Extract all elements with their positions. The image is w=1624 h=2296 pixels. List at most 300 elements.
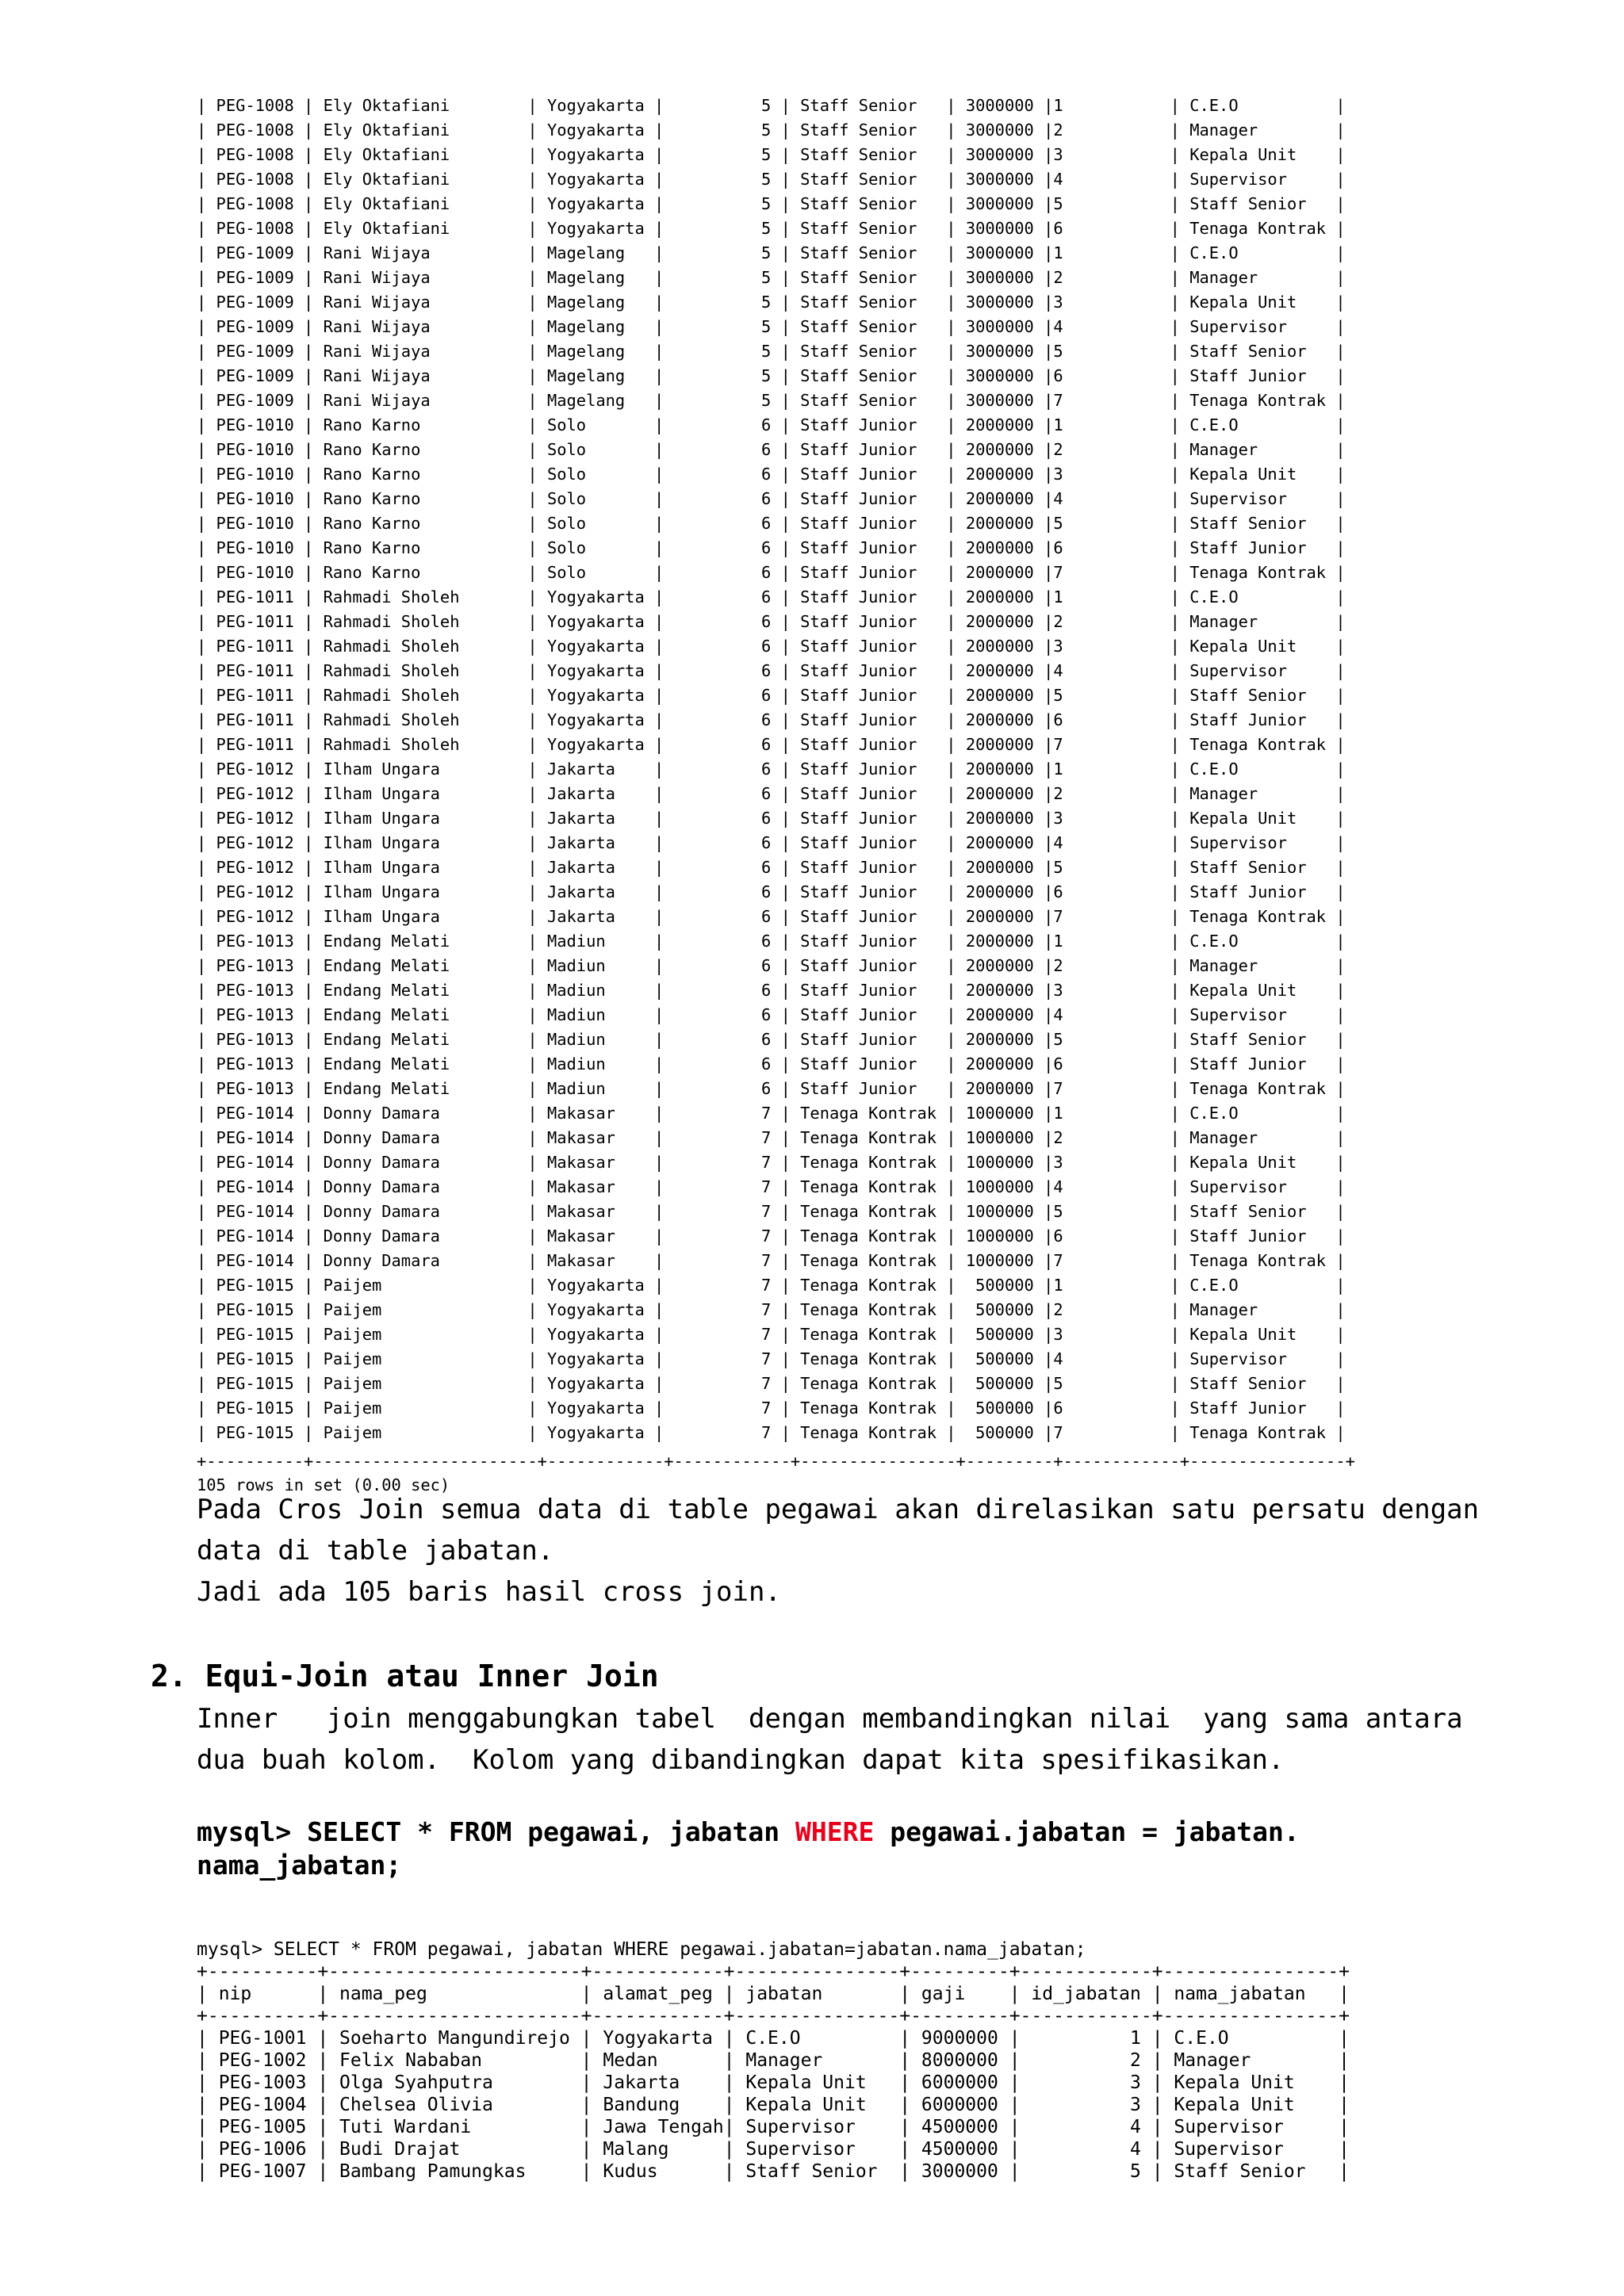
cell-nama-peg: | Donny Damara — [304, 1177, 528, 1196]
cell-id-jabatan: |6 — [1044, 219, 1170, 238]
cell-id-jabatan: |5 — [1044, 858, 1170, 877]
cell-gaji: | 3000000 — [946, 268, 1044, 287]
cell-id-gol: | 6 — [654, 858, 781, 877]
cell-id-jabatan: |1 — [1044, 760, 1170, 779]
inner-join-prompt: mysql> SELECT * FROM pegawai, jabatan WHERE pegawai.jabatan=jabatan.nama_jabatan; — [197, 1939, 1086, 1960]
cell-gaji: | 2000000 — [946, 932, 1044, 951]
cell-nip: | PEG-1010 — [197, 489, 304, 508]
cell-nama-jabatan: | Manager | — [1170, 956, 1346, 975]
cell-id-jabatan: |4 — [1044, 317, 1170, 336]
cell-jabatan: | Tenaga Kontrak — [780, 1300, 947, 1319]
cell-id-jabatan: |6 — [1044, 1054, 1170, 1073]
cell-nip: | PEG-1012 — [197, 833, 304, 852]
inner-join-row: | PEG-1003 | Olga Syahputra | Jakarta | Kepala Unit | 6000000 | 3 | Kepala Unit | — [197, 2072, 1350, 2093]
cell-gaji: | 500000 — [946, 1349, 1044, 1368]
cell-jabatan: | Staff Junior — [780, 710, 947, 729]
cell-id-jabatan: |7 — [1044, 391, 1170, 410]
cell-id-jabatan: |5 — [1044, 194, 1170, 213]
cell-alamat-peg: | Yogyakarta — [527, 1399, 654, 1418]
cell-id-jabatan: |4 — [1044, 1349, 1170, 1368]
cross-join-row — [197, 708, 1346, 733]
cell-nip: | PEG-1015 — [197, 1300, 304, 1319]
cell-gaji: | 3000000 — [946, 293, 1044, 312]
cell-gaji: | 500000 — [946, 1423, 1044, 1442]
cross-join-row — [197, 1150, 1346, 1175]
cell-jabatan: | Staff Junior — [780, 637, 947, 656]
cell-alamat-peg: | Jakarta — [527, 858, 654, 877]
cell-nama-jabatan: | Tenaga Kontrak | — [1170, 1079, 1346, 1098]
cell-jabatan: | Staff Junior — [780, 489, 947, 508]
cell-nama-peg: | Rano Karno — [304, 440, 528, 459]
cell-id-jabatan: |7 — [1044, 1251, 1170, 1270]
cell-id-jabatan: |4 — [1044, 661, 1170, 680]
cell-gaji: | 2000000 — [946, 563, 1044, 582]
cell-nama-jabatan: | Supervisor | — [1170, 317, 1346, 336]
sql-where-keyword: WHERE — [795, 1816, 875, 1847]
cell-nip: | PEG-1012 — [197, 858, 304, 877]
inner-join-sql-command — [197, 1816, 1300, 1882]
cell-nama-jabatan: | Staff Senior | — [1170, 342, 1346, 361]
cross-join-row-count: 105 rows in set (0.00 sec) — [197, 1475, 450, 1494]
cross-join-row — [197, 511, 1346, 536]
cell-jabatan: | Staff Senior — [780, 317, 947, 336]
cell-gaji: | 3000000 — [946, 96, 1044, 115]
cell-nip: | PEG-1010 — [197, 514, 304, 533]
cell-nama-jabatan: | Supervisor | — [1170, 1177, 1346, 1196]
cell-jabatan: | Tenaga Kontrak — [780, 1177, 947, 1196]
cell-jabatan: | Staff Junior — [780, 932, 947, 951]
cell-nama-jabatan: | Staff Junior | — [1170, 710, 1346, 729]
cell-nama-peg: | Donny Damara — [304, 1251, 528, 1270]
cell-nama-jabatan: | Kepala Unit | — [1170, 1325, 1346, 1344]
cell-id-gol: | 6 — [654, 612, 781, 631]
cross-join-row — [197, 266, 1346, 290]
cross-join-row — [197, 1421, 1346, 1445]
cell-nama-jabatan: | Staff Senior | — [1170, 686, 1346, 705]
cross-join-row — [197, 438, 1346, 462]
cell-nama-jabatan: | Staff Junior | — [1170, 1226, 1346, 1246]
cell-alamat-peg: | Makasar — [527, 1202, 654, 1221]
cross-join-row — [197, 315, 1346, 339]
cell-nama-peg: | Endang Melati — [304, 932, 528, 951]
cell-gaji: | 2000000 — [946, 489, 1044, 508]
cell-nama-peg: | Rahmadi Sholeh — [304, 637, 528, 656]
cell-alamat-peg: | Magelang — [527, 268, 654, 287]
cell-jabatan: | Staff Junior — [780, 784, 947, 803]
cell-gaji: | 1000000 — [946, 1226, 1044, 1246]
cell-nama-jabatan: | Supervisor | — [1170, 661, 1346, 680]
cell-id-gol: | 7 — [654, 1251, 781, 1270]
cell-nama-peg: | Paijem — [304, 1399, 528, 1418]
cell-alamat-peg: | Yogyakarta — [527, 1276, 654, 1295]
cell-alamat-peg: | Yogyakarta — [527, 612, 654, 631]
cell-gaji: | 3000000 — [946, 317, 1044, 336]
cell-nama-jabatan: | Staff Senior | — [1170, 1030, 1346, 1049]
cell-id-jabatan: |6 — [1044, 1226, 1170, 1246]
cell-nip: | PEG-1013 — [197, 1005, 304, 1024]
cell-jabatan: | Staff Junior — [780, 514, 947, 533]
cell-nama-peg: | Endang Melati — [304, 956, 528, 975]
cell-jabatan: | Staff Senior — [780, 145, 947, 164]
cell-alamat-peg: | Jakarta — [527, 760, 654, 779]
cell-nama-jabatan: | Manager | — [1170, 440, 1346, 459]
cell-jabatan: | Staff Senior — [780, 96, 947, 115]
cell-nama-jabatan: | Manager | — [1170, 121, 1346, 140]
cell-nip: | PEG-1010 — [197, 415, 304, 434]
cross-join-row — [197, 413, 1346, 438]
cell-id-gol: | 5 — [654, 96, 781, 115]
cell-alamat-peg: | Yogyakarta — [527, 1423, 654, 1442]
cross-join-row — [197, 561, 1346, 585]
cross-join-result-table — [197, 94, 1346, 1445]
cell-id-gol: | 6 — [654, 514, 781, 533]
cell-nama-jabatan: | Staff Junior | — [1170, 366, 1346, 385]
cross-join-row — [197, 388, 1346, 413]
cell-id-jabatan: |7 — [1044, 1079, 1170, 1098]
cell-nip: | PEG-1015 — [197, 1399, 304, 1418]
cell-gaji: | 2000000 — [946, 956, 1044, 975]
cell-nama-jabatan: | Supervisor | — [1170, 170, 1346, 189]
cell-nama-jabatan: | Supervisor | — [1170, 489, 1346, 508]
cell-id-jabatan: |3 — [1044, 1325, 1170, 1344]
inner-join-row: | PEG-1007 | Bambang Pamungkas | Kudus | Staff Senior | 3000000 | 5 | Staff Senior | — [197, 2161, 1350, 2182]
cell-id-jabatan: |7 — [1044, 735, 1170, 754]
cell-jabatan: | Tenaga Kontrak — [780, 1226, 947, 1246]
cell-nama-jabatan: | Supervisor | — [1170, 833, 1346, 852]
cell-id-gol: | 7 — [654, 1104, 781, 1123]
cell-alamat-peg: | Yogyakarta — [527, 1374, 654, 1393]
cell-nama-peg: | Donny Damara — [304, 1104, 528, 1123]
inner-join-border-mid: +----------+-----------------------+------------+---------------+---------+------------+----------------+ — [197, 2006, 1350, 2026]
cell-gaji: | 3000000 — [946, 366, 1044, 385]
cell-nama-peg: | Rani Wijaya — [304, 243, 528, 262]
cell-nama-peg: | Rano Karno — [304, 415, 528, 434]
cell-alamat-peg: | Jakarta — [527, 784, 654, 803]
cell-nip: | PEG-1014 — [197, 1153, 304, 1172]
cell-gaji: | 2000000 — [946, 1030, 1044, 1049]
cell-id-jabatan: |4 — [1044, 833, 1170, 852]
cell-gaji: | 3000000 — [946, 342, 1044, 361]
cell-jabatan: | Staff Junior — [780, 735, 947, 754]
cell-nip: | PEG-1014 — [197, 1251, 304, 1270]
cell-alamat-peg: | Madiun — [527, 1030, 654, 1049]
cell-alamat-peg: | Solo — [527, 465, 654, 484]
cell-jabatan: | Staff Junior — [780, 612, 947, 631]
cell-gaji: | 3000000 — [946, 194, 1044, 213]
cross-join-row — [197, 782, 1346, 806]
cell-gaji: | 2000000 — [946, 587, 1044, 607]
cell-id-jabatan: |7 — [1044, 563, 1170, 582]
cell-id-gol: | 7 — [654, 1325, 781, 1344]
cell-jabatan: | Staff Junior — [780, 465, 947, 484]
cell-gaji: | 500000 — [946, 1399, 1044, 1418]
cell-nip: | PEG-1009 — [197, 293, 304, 312]
inner-join-desc-line-2: dua buah kolom. Kolom yang dibandingkan dapat kita spesifikasikan. — [197, 1744, 1285, 1776]
cell-alamat-peg: | Solo — [527, 440, 654, 459]
cell-jabatan: | Staff Senior — [780, 268, 947, 287]
cross-join-row — [197, 143, 1346, 167]
cell-nama-jabatan: | C.E.O | — [1170, 1104, 1346, 1123]
cell-id-gol: | 6 — [654, 563, 781, 582]
cell-nama-jabatan: | Tenaga Kontrak | — [1170, 1423, 1346, 1442]
cell-id-gol: | 6 — [654, 415, 781, 434]
cell-id-gol: | 7 — [654, 1226, 781, 1246]
cell-nip: | PEG-1015 — [197, 1374, 304, 1393]
cross-join-row — [197, 1200, 1346, 1224]
cell-id-jabatan: |5 — [1044, 686, 1170, 705]
cell-jabatan: | Staff Senior — [780, 293, 947, 312]
cell-id-gol: | 6 — [654, 1079, 781, 1098]
cell-jabatan: | Tenaga Kontrak — [780, 1276, 947, 1295]
cell-nama-jabatan: | Manager | — [1170, 784, 1346, 803]
cross-join-row — [197, 1027, 1346, 1052]
cell-id-gol: | 6 — [654, 489, 781, 508]
cell-nama-peg: | Rani Wijaya — [304, 317, 528, 336]
inner-join-header: | nip | nama_peg | alamat_peg | jabatan | gaji | id_jabatan | nama_jabatan | — [197, 1984, 1350, 2004]
cell-nama-jabatan: | Tenaga Kontrak | — [1170, 219, 1346, 238]
cell-alamat-peg: | Yogyakarta — [527, 710, 654, 729]
cross-join-row — [197, 855, 1346, 880]
cell-alamat-peg: | Magelang — [527, 391, 654, 410]
cell-alamat-peg: | Makasar — [527, 1177, 654, 1196]
cell-nama-jabatan: | Manager | — [1170, 1300, 1346, 1319]
cell-nama-jabatan: | Tenaga Kontrak | — [1170, 563, 1346, 582]
cell-alamat-peg: | Makasar — [527, 1251, 654, 1270]
cell-nama-jabatan: | C.E.O | — [1170, 760, 1346, 779]
cross-join-row — [197, 1249, 1346, 1273]
cell-gaji: | 2000000 — [946, 784, 1044, 803]
cell-id-jabatan: |2 — [1044, 612, 1170, 631]
cell-nip: | PEG-1009 — [197, 268, 304, 287]
cell-jabatan: | Staff Junior — [780, 661, 947, 680]
cell-gaji: | 2000000 — [946, 710, 1044, 729]
cell-gaji: | 500000 — [946, 1325, 1044, 1344]
cell-jabatan: | Tenaga Kontrak — [780, 1128, 947, 1147]
cell-id-gol: | 7 — [654, 1349, 781, 1368]
sql-cmd-line-2: nama_jabatan; — [197, 1850, 402, 1881]
cross-join-row — [197, 585, 1346, 610]
cross-join-row — [197, 1396, 1346, 1421]
cross-join-row — [197, 192, 1346, 216]
cross-join-row — [197, 954, 1346, 978]
cross-join-row — [197, 1224, 1346, 1249]
cell-jabatan: | Tenaga Kontrak — [780, 1374, 947, 1393]
cell-alamat-peg: | Yogyakarta — [527, 170, 654, 189]
cell-nip: | PEG-1009 — [197, 342, 304, 361]
cell-nama-peg: | Paijem — [304, 1349, 528, 1368]
cell-nama-peg: | Endang Melati — [304, 981, 528, 1000]
cell-alamat-peg: | Madiun — [527, 932, 654, 951]
cross-join-row — [197, 1052, 1346, 1077]
cell-id-gol: | 6 — [654, 710, 781, 729]
cell-gaji: | 2000000 — [946, 858, 1044, 877]
cross-join-row — [197, 929, 1346, 954]
explanation-line-3: Jadi ada 105 baris hasil cross join. — [197, 1576, 781, 1608]
cell-gaji: | 3000000 — [946, 170, 1044, 189]
cross-join-row — [197, 167, 1346, 192]
cell-id-jabatan: |3 — [1044, 981, 1170, 1000]
cross-join-row — [197, 118, 1346, 143]
cell-nama-peg: | Donny Damara — [304, 1153, 528, 1172]
cell-id-gol: | 6 — [654, 981, 781, 1000]
cell-nama-peg: | Rani Wijaya — [304, 293, 528, 312]
cell-nama-peg: | Ely Oktafiani — [304, 121, 528, 140]
cross-join-row — [197, 462, 1346, 487]
cell-nama-jabatan: | Manager | — [1170, 268, 1346, 287]
cell-nama-peg: | Ely Oktafiani — [304, 219, 528, 238]
cell-nip: | PEG-1013 — [197, 1079, 304, 1098]
inner-join-console — [197, 1938, 1350, 2183]
cell-nip: | PEG-1015 — [197, 1349, 304, 1368]
cell-id-jabatan: |2 — [1044, 121, 1170, 140]
cross-join-row — [197, 1003, 1346, 1027]
cross-join-row — [197, 94, 1346, 118]
cross-join-row — [197, 1175, 1346, 1200]
cell-nama-jabatan: | Staff Junior | — [1170, 1054, 1346, 1073]
cell-nama-jabatan: | C.E.O | — [1170, 415, 1346, 434]
cell-alamat-peg: | Yogyakarta — [527, 735, 654, 754]
cell-id-jabatan: |4 — [1044, 1177, 1170, 1196]
cell-nama-jabatan: | Staff Senior | — [1170, 1374, 1346, 1393]
cell-id-gol: | 7 — [654, 1202, 781, 1221]
cross-join-row — [197, 487, 1346, 511]
cell-nama-peg: | Donny Damara — [304, 1202, 528, 1221]
cell-nama-jabatan: | C.E.O | — [1170, 243, 1346, 262]
cell-nama-jabatan: | Supervisor | — [1170, 1349, 1346, 1368]
cell-alamat-peg: | Yogyakarta — [527, 219, 654, 238]
cross-join-row — [197, 1372, 1346, 1396]
cell-id-gol: | 7 — [654, 1153, 781, 1172]
cell-gaji: | 500000 — [946, 1300, 1044, 1319]
cell-nip: | PEG-1009 — [197, 317, 304, 336]
cell-gaji: | 2000000 — [946, 1054, 1044, 1073]
cell-alamat-peg: | Solo — [527, 563, 654, 582]
cell-nip: | PEG-1014 — [197, 1128, 304, 1147]
cell-alamat-peg: | Magelang — [527, 342, 654, 361]
cell-jabatan: | Staff Junior — [780, 1054, 947, 1073]
cell-alamat-peg: | Yogyakarta — [527, 637, 654, 656]
cell-jabatan: | Tenaga Kontrak — [780, 1104, 947, 1123]
cell-gaji: | 500000 — [946, 1276, 1044, 1295]
cell-alamat-peg: | Yogyakarta — [527, 1349, 654, 1368]
cell-nama-jabatan: | Staff Senior | — [1170, 514, 1346, 533]
cell-id-jabatan: |3 — [1044, 809, 1170, 828]
cell-id-jabatan: |3 — [1044, 637, 1170, 656]
cell-alamat-peg: | Madiun — [527, 981, 654, 1000]
cell-jabatan: | Staff Senior — [780, 219, 947, 238]
cell-nip: | PEG-1014 — [197, 1226, 304, 1246]
cell-nama-jabatan: | Staff Senior | — [1170, 194, 1346, 213]
cell-nip: | PEG-1010 — [197, 465, 304, 484]
cell-alamat-peg: | Madiun — [527, 1005, 654, 1024]
cell-id-jabatan: |3 — [1044, 1153, 1170, 1172]
cell-nama-peg: | Paijem — [304, 1374, 528, 1393]
cell-nama-peg: | Ilham Ungara — [304, 907, 528, 926]
cell-id-jabatan: |2 — [1044, 1128, 1170, 1147]
cell-gaji: | 3000000 — [946, 243, 1044, 262]
cell-nama-peg: | Endang Melati — [304, 1030, 528, 1049]
cell-alamat-peg: | Yogyakarta — [527, 194, 654, 213]
cell-id-jabatan: |2 — [1044, 784, 1170, 803]
cell-nama-peg: | Rahmadi Sholeh — [304, 710, 528, 729]
cell-jabatan: | Staff Junior — [780, 858, 947, 877]
explanation-line-2: data di table jabatan. — [197, 1535, 554, 1567]
cell-nip: | PEG-1008 — [197, 145, 304, 164]
cell-nama-peg: | Rani Wijaya — [304, 366, 528, 385]
cell-jabatan: | Staff Junior — [780, 981, 947, 1000]
cell-gaji: | 1000000 — [946, 1104, 1044, 1123]
inner-join-row: | PEG-1001 | Soeharto Mangundirejo | Yogyakarta | C.E.O | 9000000 | 1 | C.E.O | — [197, 2028, 1350, 2049]
cross-join-row — [197, 659, 1346, 683]
cell-jabatan: | Staff Junior — [780, 538, 947, 557]
cell-alamat-peg: | Yogyakarta — [527, 661, 654, 680]
cell-nama-peg: | Rahmadi Sholeh — [304, 661, 528, 680]
cell-id-gol: | 6 — [654, 1005, 781, 1024]
cross-join-row — [197, 1322, 1346, 1347]
cell-id-gol: | 5 — [654, 293, 781, 312]
cell-jabatan: | Tenaga Kontrak — [780, 1153, 947, 1172]
cross-join-row — [197, 683, 1346, 708]
cell-jabatan: | Staff Junior — [780, 686, 947, 705]
cell-nama-jabatan: | Tenaga Kontrak | — [1170, 735, 1346, 754]
cell-nama-peg: | Ely Oktafiani — [304, 194, 528, 213]
cell-nama-peg: | Paijem — [304, 1423, 528, 1442]
cell-nama-peg: | Rano Karno — [304, 489, 528, 508]
cell-nip: | PEG-1008 — [197, 96, 304, 115]
cell-id-jabatan: |6 — [1044, 366, 1170, 385]
cell-gaji: | 1000000 — [946, 1128, 1044, 1147]
cell-id-jabatan: |7 — [1044, 1423, 1170, 1442]
inner-join-border-top: +----------+-----------------------+------------+---------------+---------+------------+----------------+ — [197, 1961, 1350, 1982]
cell-alamat-peg: | Yogyakarta — [527, 1325, 654, 1344]
cell-nama-peg: | Rahmadi Sholeh — [304, 686, 528, 705]
cell-gaji: | 1000000 — [946, 1251, 1044, 1270]
inner-join-row: | PEG-1004 | Chelsea Olivia | Bandung | Kepala Unit | 6000000 | 3 | Kepala Unit | — [197, 2095, 1350, 2115]
cell-jabatan: | Staff Junior — [780, 956, 947, 975]
cell-nama-jabatan: | Tenaga Kontrak | — [1170, 391, 1346, 410]
cross-join-row — [197, 536, 1346, 561]
cell-id-gol: | 6 — [654, 932, 781, 951]
cell-gaji: | 2000000 — [946, 637, 1044, 656]
cell-alamat-peg: | Magelang — [527, 317, 654, 336]
cell-nama-peg: | Endang Melati — [304, 1079, 528, 1098]
cell-nip: | PEG-1013 — [197, 932, 304, 951]
cross-join-row — [197, 241, 1346, 266]
cell-id-gol: | 6 — [654, 587, 781, 607]
cell-id-jabatan: |1 — [1044, 243, 1170, 262]
cell-nama-peg: | Paijem — [304, 1325, 528, 1344]
cell-nama-jabatan: | Staff Junior | — [1170, 882, 1346, 901]
cell-nama-jabatan: | Staff Senior | — [1170, 858, 1346, 877]
cell-nama-jabatan: | Tenaga Kontrak | — [1170, 1251, 1346, 1270]
cell-jabatan: | Tenaga Kontrak — [780, 1251, 947, 1270]
cell-id-jabatan: |7 — [1044, 907, 1170, 926]
cell-nama-peg: | Ilham Ungara — [304, 760, 528, 779]
cell-id-gol: | 6 — [654, 538, 781, 557]
cell-nama-jabatan: | Kepala Unit | — [1170, 981, 1346, 1000]
cell-jabatan: | Tenaga Kontrak — [780, 1349, 947, 1368]
cell-id-gol: | 6 — [654, 465, 781, 484]
cell-id-gol: | 6 — [654, 882, 781, 901]
cell-gaji: | 2000000 — [946, 514, 1044, 533]
cell-alamat-peg: | Madiun — [527, 1054, 654, 1073]
cell-id-gol: | 5 — [654, 170, 781, 189]
cell-alamat-peg: | Magelang — [527, 243, 654, 262]
cell-nip: | PEG-1015 — [197, 1325, 304, 1344]
cell-alamat-peg: | Jakarta — [527, 833, 654, 852]
cell-id-jabatan: |5 — [1044, 514, 1170, 533]
cell-id-jabatan: |3 — [1044, 293, 1170, 312]
